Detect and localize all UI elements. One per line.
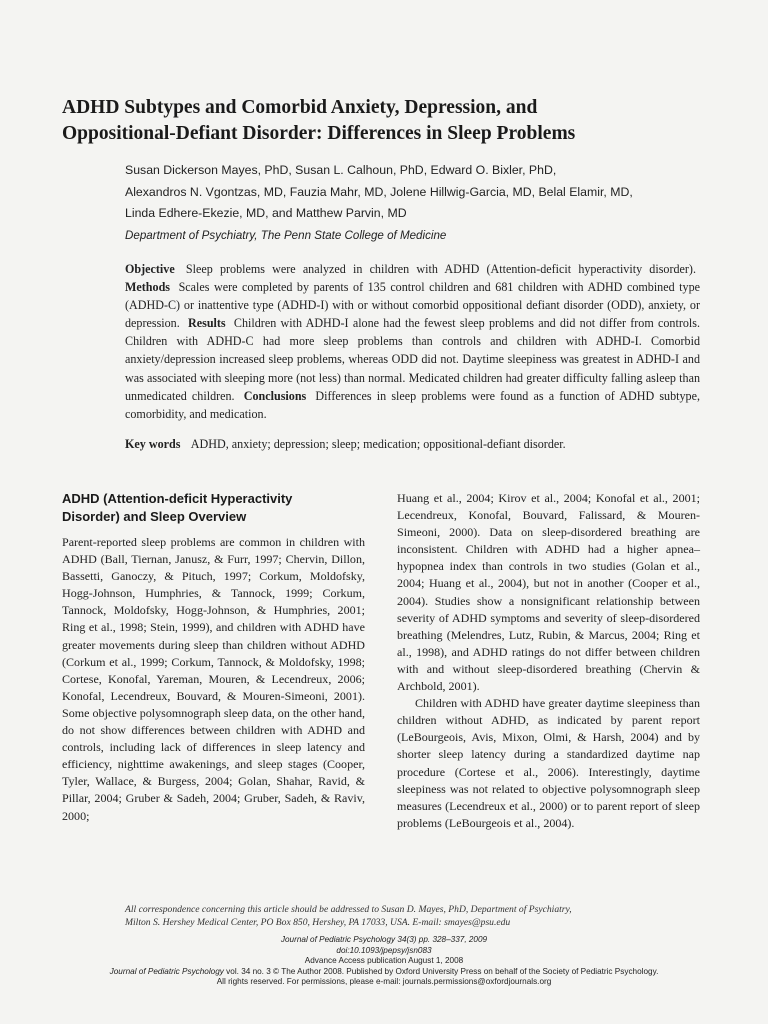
authors-line-1: Susan Dickerson Mayes, PhD, Susan L. Calhoun, PhD, Edward O. Bixler, PhD, <box>125 163 557 177</box>
results-label: Results <box>188 316 226 331</box>
authors-line-2: Alexandros N. Vgontzas, MD, Fauzia Mahr, MD, Jolene Hillwig-Garcia, MD, Belal Elamir, MD, <box>125 184 633 199</box>
paragraph: Parent-reported sleep problems are common in children with ADHD (Ball, Tiernan, Janusz, & Furr, 1997; Chervin, Dillon, Bassetti, Ganoczy, & Pituch, 1997; Corkum, Moldofsky, Hogg-Johnson, Humphries, & Tannock, 1999; Corkum, Tannock, Moldofsky, Hogg-Johnson, & Humphries, 2001; Ring et al., 1998; Stein, 1999), and children with ADHD have greater movements during sleep than children without ADHD (Corkum et al., 1999; Corkum, Tannock, & Moldofsky, 1998; Cortese, Konofal, Yareman, Mouren, & Lecendreux, 2006; Konofal, Lecendreux, Bouvard, & Mouren-Simeoni, 2001). Some objective polysomnograph sleep data, on the other hand, do not show differences between children with ADHD and controls, including lack of differences in sleep latency and efficiency, nighttime awakenings, and sleep stages (Cooper, Tyler, Wallace, & Burgess, 2004; Golan, Shahar, Ravid, & Pillar, 2004; Gruber & Sadeh, 2004; Gruber, Sadeh, & Raviv, 2000; <box>62 535 365 823</box>
keywords-text: ADHD, anxiety; depression; sleep; medication; oppositional-defiant disorder. <box>190 437 566 451</box>
right-column <box>397 490 700 832</box>
abstract <box>125 260 700 423</box>
publisher-text: vol. 34 no. 3 © The Author 2008. Published by Oxford University Press on behalf of the Society of Pediatric Psychology. <box>226 966 659 976</box>
advance-access-line: Advance Access publication August 1, 2008 <box>304 956 464 966</box>
paper-title <box>62 95 722 147</box>
title-line-1: ADHD Subtypes and Comorbid Anxiety, Depression, and <box>62 97 538 118</box>
paragraph: Huang et al., 2004; Kirov et al., 2004; Konofal et al., 2001; Lecendreux, Konofal, Bouvard, Falissard, & Mouren-Simeoni, 2000). Data on sleep-disordered breathing are inconsistent. Children with ADHD had a higher apnea–hypopnea index than controls in two studies (Golan et al., 2004; Huang et al., 2004), but not in another (Cooper et al., 2004). Studies show a nonsignificant relationship between severity of ADHD symptoms and severity of sleep-disordered breathing (Melendres, Lutz, Rubin, & Marcus, 2004; Ring et al., 1998), and ADHD ratings do not differ between children with and without sleep-disordered breathing (Chervin & Archbold, 2001). <box>397 491 700 694</box>
left-column <box>62 490 365 825</box>
rights-line: All rights reserved. For permissions, please e-mail: journals.permissions@oxfordjournals.org <box>216 977 552 987</box>
objective-label: Objective <box>125 262 175 276</box>
conclusions-label: Conclusions <box>243 388 307 403</box>
paragraph: Children with ADHD have greater daytime sleepiness than children without ADHD, as indicated by parent report (LeBourgeois, Avis, Mixon, Olmi, & Harsh, 2004) and by shorter sleep latency during a standardized daytime nap procedure (Cortese et al., 2006). Interestingly, daytime sleepiness was not related to objective polysomnograph sleep measures (Lecendreux et al., 2000) or to parent report of sleep problems (LeBourgeois et al., 2004). <box>397 696 700 830</box>
journal-name: Journal of Pediatric Psychology <box>109 966 224 976</box>
correspondence-note <box>125 903 685 929</box>
citation-line: Journal of Pediatric Psychology 34(3) pp. 328–337, 2009 <box>280 935 488 944</box>
doi-line: doi:10.1093/jpepsy/jsn083 <box>336 945 432 955</box>
publisher-line <box>48 967 720 978</box>
section-heading <box>62 490 365 525</box>
section-heading-line-1: ADHD (Attention-deficit Hyperactivity <box>62 491 293 506</box>
results-text: Children with ADHD-I alone had the fewest sleep problems and did not differ from controls. Children with ADHD-C had more sleep problems than controls and children with ADHD-I. Comorbid anxiety/depression increased sleep problems, whereas ODD did not. Daytime sleepiness was greatest in ADHD-I and was associated with sleeping more (not less) than normal. Medicated children had greater difficulty falling asleep than unmedicated children. <box>125 316 700 403</box>
authors-line-3: Linda Edhere-Ekezie, MD, and Matthew Parvin, MD <box>125 206 407 220</box>
section-heading-line-2: Disorder) and Sleep Overview <box>62 508 247 524</box>
methods-label: Methods <box>125 280 171 295</box>
title-line-2: Oppositional-Defiant Disorder: Differences in Sleep Problems <box>62 123 576 144</box>
correspondence-line-2: Milton S. Hershey Medical Center, PO Box 850, Hershey, PA 17033, USA. E-mail: smayes@psu.edu <box>125 917 511 929</box>
methods-text: Scales were completed by parents of 135 control children and 681 children with ADHD combined type (ADHD-C) or inattentive type (ADHD-I) with or without comorbid oppositional defiant disorder (ODD), anxiety, or depression. <box>125 280 700 331</box>
keywords <box>125 435 700 453</box>
affiliation: Department of Psychiatry, The Penn State College of Medicine <box>125 228 447 242</box>
keywords-label: Key words <box>125 437 181 451</box>
objective-text: Sleep problems were analyzed in children with ADHD (Attention-deficit hyperactivity disorder). <box>185 262 696 276</box>
journal-footer <box>48 935 720 988</box>
author-block <box>125 160 725 246</box>
correspondence-line-1: All correspondence concerning this article should be addressed to Susan D. Mayes, PhD, Department of Psychiatry, <box>125 904 572 915</box>
conclusions-text: Differences in sleep problems were found as a function of ADHD subtype, comorbidity, and medication. <box>125 388 700 421</box>
